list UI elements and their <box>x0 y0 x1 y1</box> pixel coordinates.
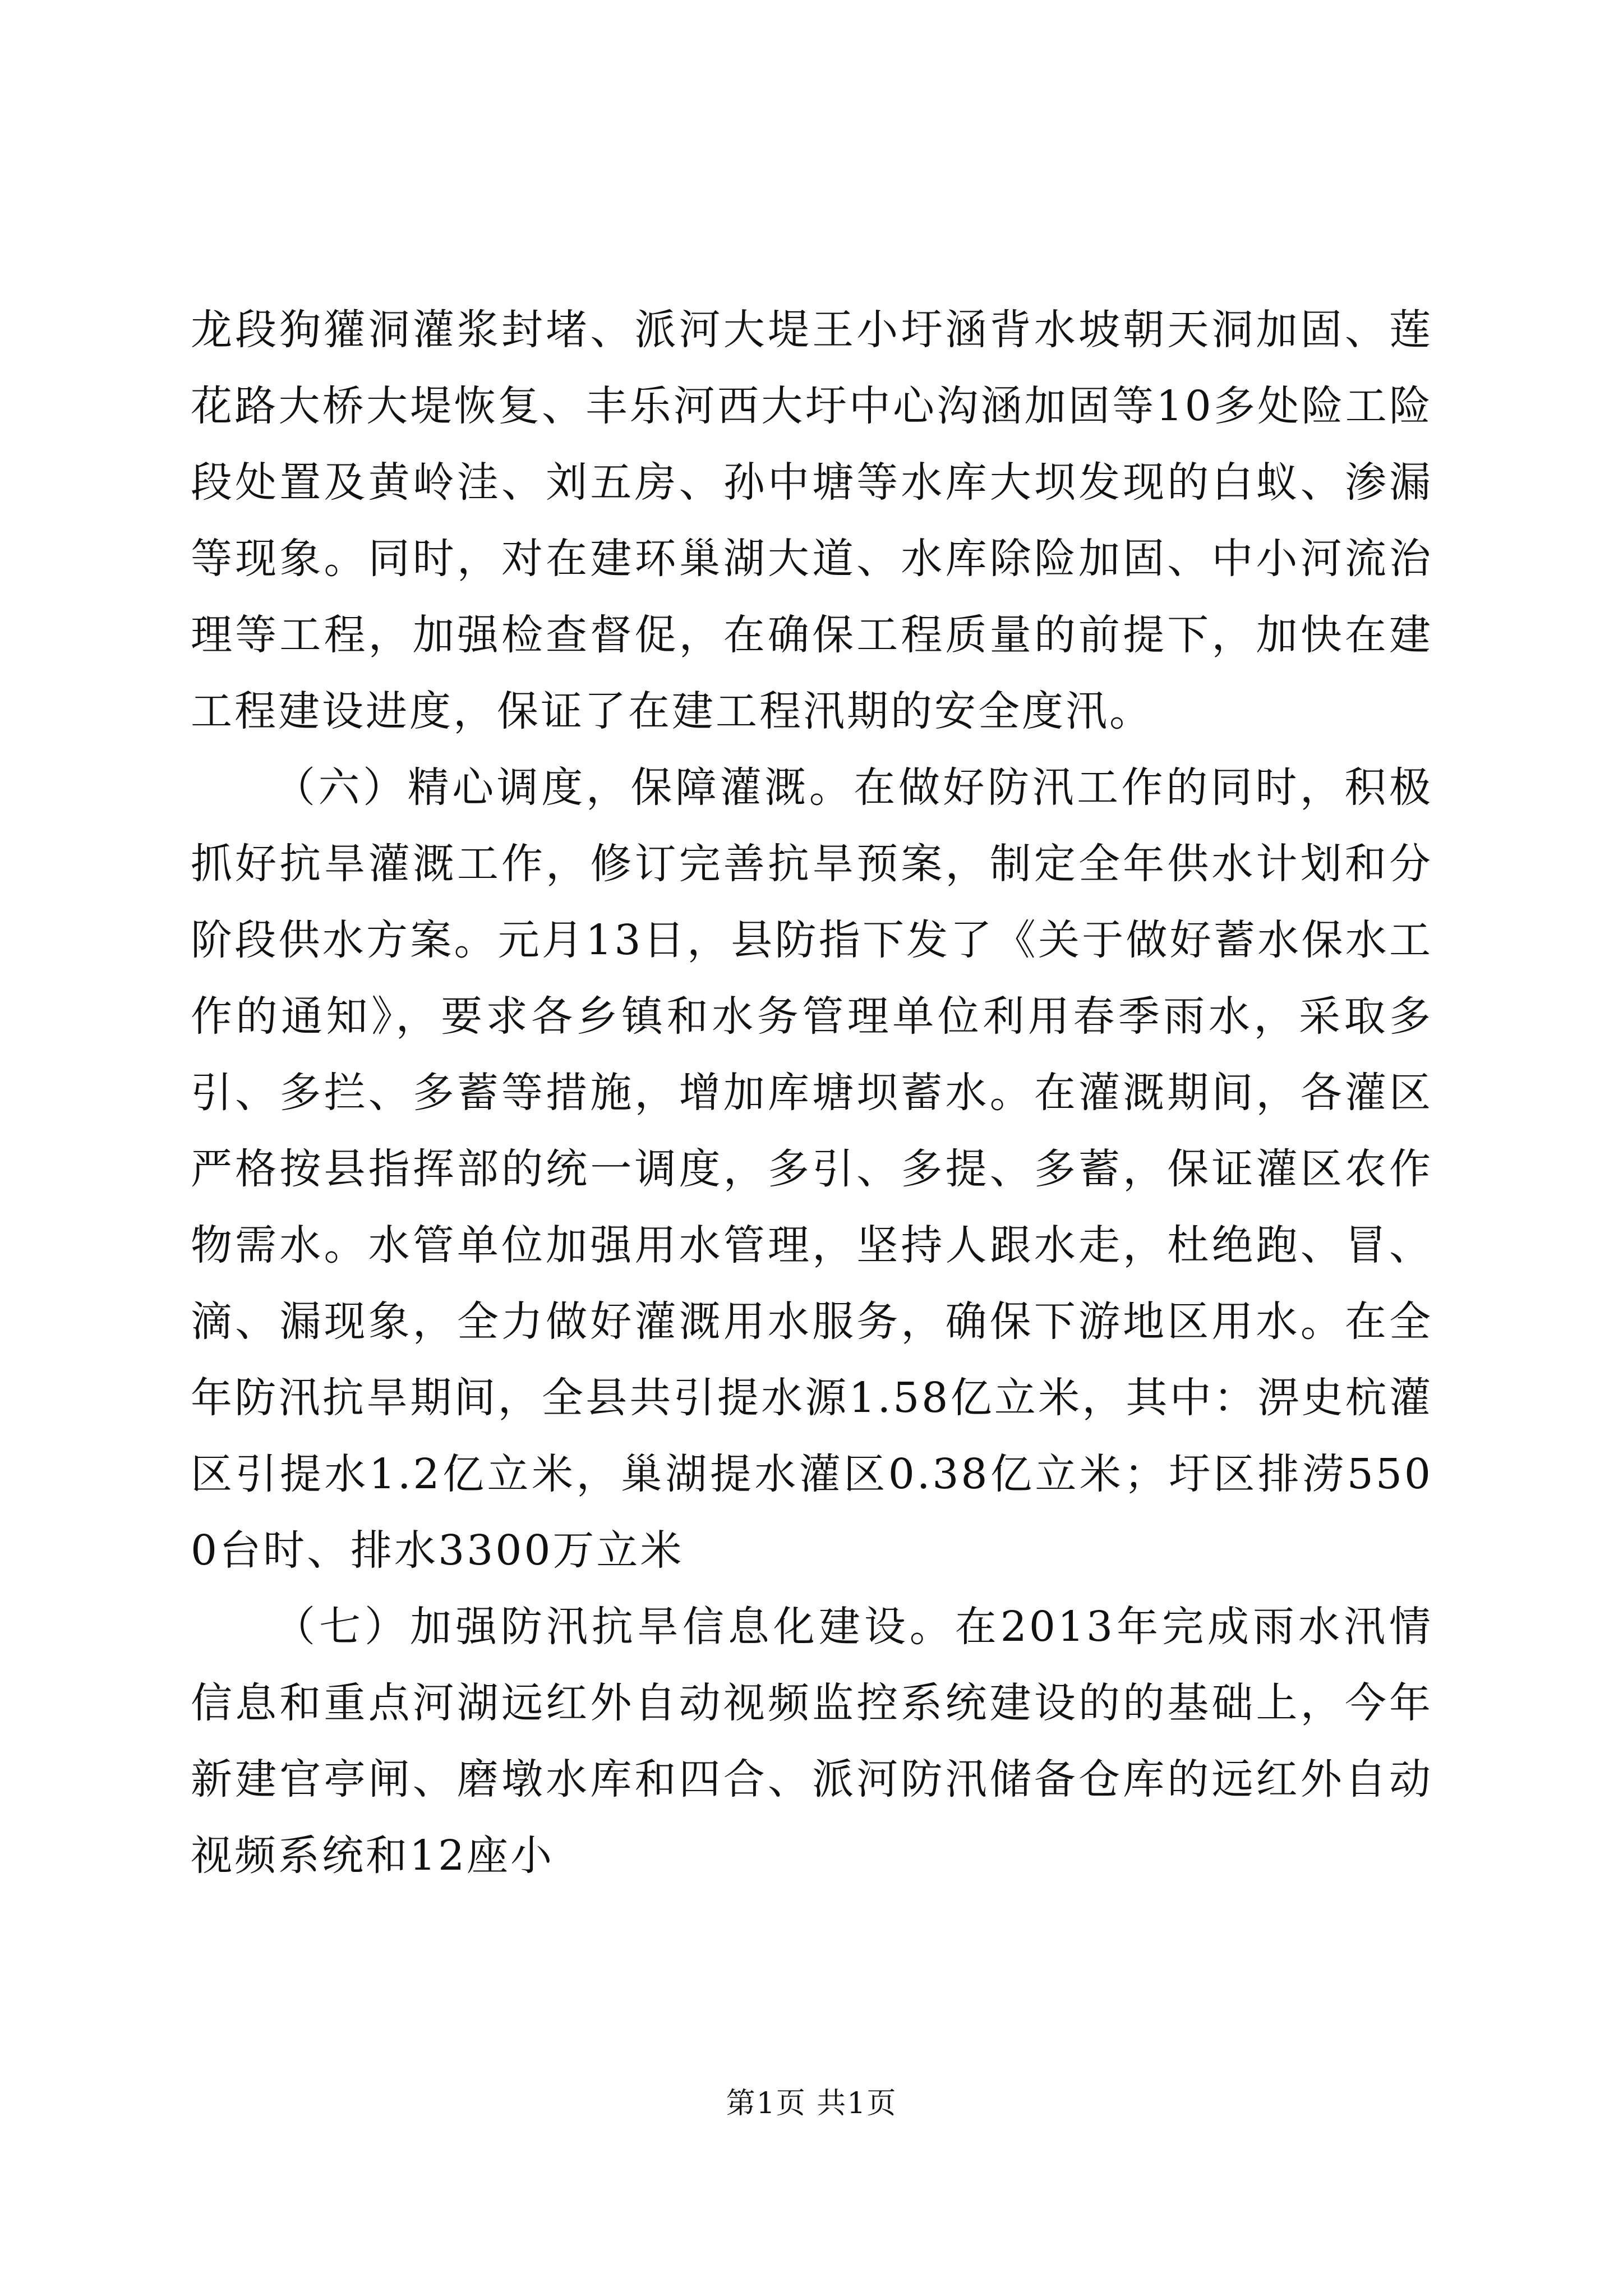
paragraph-2: （六）精心调度，保障灌溉。在做好防汛工作的同时，积极抓好抗旱灌溉工作，修订完善抗旱预案，制定全年供水计划和分阶段供水方案。元月13日，县防指下发了《关于做好蓄水保水工作的通知》，要求各乡镇和水务管理单位利用春季雨水，采取多引、多拦、多蓄等措施，增加库塘坝蓄水。在灌溉期间，各灌区严格按县指挥部的统一调度，多引、多提、多蓄，保证灌区农作物需水。水管单位加强用水管理，坚持人跟水走，杜绝跑、冒、滴、漏现象，全力做好灌溉用水服务，确保下游地区用水。在全年防汛抗旱期间，全县共引提水源1.58亿立米，其中：淠史杭灌区引提水1.2亿立米，巢湖提水灌区0.38亿立米；圩区排涝5500台时、排水3300万立米 <box>191 763 1433 1575</box>
paragraph-3: （七）加强防汛抗旱信息化建设。在2013年完成雨水汛情信息和重点河湖远红外自动视频监控系统建设的的基础上，今年新建官亭闸、磨墩水库和四合、派河防汛储备仓库的远红外自动视频系统和12座小 <box>191 1603 1433 1880</box>
document-body <box>191 292 1433 1894</box>
page-footer: 第1页 共1页 <box>726 2087 897 2120</box>
paragraph-1: 龙段狗獾洞灌浆封堵、派河大堤王小圩涵背水坡朝天洞加固、莲花路大桥大堤恢复、丰乐河西大圩中心沟涵加固等10多处险工险段处置及黄岭洼、刘五房、孙中塘等水库大坝发现的白蚁、渗漏等现象。同时，对在建环巢湖大道、水库除险加固、中小河流治理等工程，加强检查督促，在确保工程质量的前提下，加快在建工程建设进度，保证了在建工程汛期的安全度汛。 <box>191 306 1433 735</box>
